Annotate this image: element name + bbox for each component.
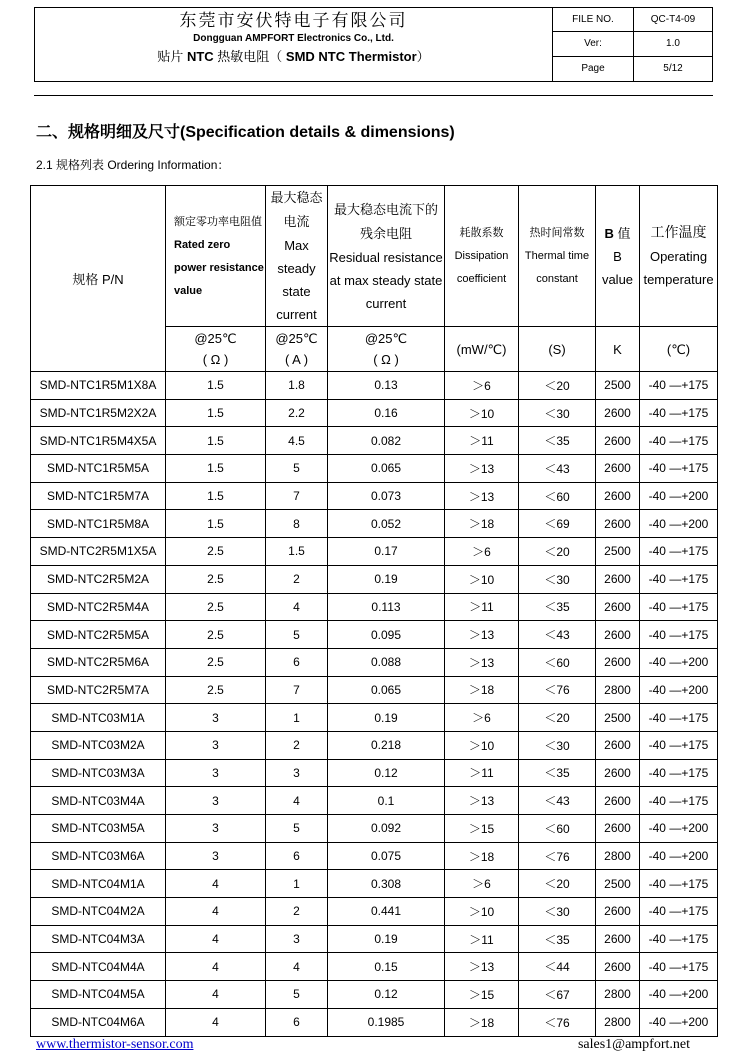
- cell-residual: 0.052: [328, 510, 445, 538]
- cell-pn: SMD-NTC1R5M5A: [31, 455, 166, 483]
- cell-pn: SMD-NTC2R5M4A: [31, 593, 166, 621]
- cell-b-value: 2500: [596, 870, 640, 898]
- table-row: [31, 427, 718, 455]
- cell-temp: -40 —+200: [640, 842, 718, 870]
- cell-thermal-time: ＜43: [519, 621, 596, 649]
- unit-current: @25℃ ( A ): [266, 327, 328, 372]
- cell-residual: 0.073: [328, 482, 445, 510]
- table-row: [31, 455, 718, 483]
- cell-thermal-time: ＜30: [519, 565, 596, 593]
- spec-table-body: [31, 372, 718, 1037]
- cell-thermal-time: ＜30: [519, 898, 596, 926]
- cell-dissipation: ＞11: [445, 427, 519, 455]
- cell-dissipation: ＞6: [445, 704, 519, 732]
- subtitle-pre: 贴片: [157, 49, 184, 64]
- cell-dissipation: ＞13: [445, 455, 519, 483]
- cell-temp: -40 —+200: [640, 676, 718, 704]
- cell-thermal-time: ＜76: [519, 1008, 596, 1036]
- cell-dissipation: ＞13: [445, 621, 519, 649]
- cell-b-value: 2600: [596, 482, 640, 510]
- cell-current: 8: [266, 510, 328, 538]
- cell-rated: 2.5: [166, 593, 266, 621]
- cell-current: 6: [266, 1008, 328, 1036]
- header-temp-cn: 工作温度: [650, 225, 707, 241]
- cell-thermal-time: ＜35: [519, 593, 596, 621]
- cell-residual: 0.092: [328, 815, 445, 843]
- cell-pn: SMD-NTC1R5M2X2A: [31, 399, 166, 427]
- table-row: [31, 953, 718, 981]
- cell-dissipation: ＞10: [445, 565, 519, 593]
- cell-rated: 2.5: [166, 676, 266, 704]
- cell-current: 3: [266, 925, 328, 953]
- cell-b-value: 2500: [596, 538, 640, 566]
- meta-value: 5/12: [663, 63, 683, 75]
- unit-thermal-time: (S): [519, 327, 596, 372]
- cell-current: 1: [266, 870, 328, 898]
- cell-b-value: 2600: [596, 565, 640, 593]
- unit-temp: (℃): [640, 327, 718, 372]
- cell-rated: 4: [166, 898, 266, 926]
- cell-temp: -40 —+175: [640, 898, 718, 926]
- cell-residual: 0.17: [328, 538, 445, 566]
- cell-thermal-time: ＜30: [519, 731, 596, 759]
- cell-b-value: 2600: [596, 593, 640, 621]
- cell-rated: 4: [166, 870, 266, 898]
- subtitle-end: ）: [416, 49, 430, 64]
- unit-b-value: K: [596, 327, 640, 372]
- cell-temp: -40 —+200: [640, 1008, 718, 1036]
- contact-email: sales1@ampfort.net: [577, 1037, 690, 1052]
- cell-rated: 2.5: [166, 565, 266, 593]
- header-b-en: B value: [601, 248, 634, 287]
- cell-residual: 0.065: [328, 676, 445, 704]
- cell-temp: -40 —+175: [640, 621, 718, 649]
- cell-pn: SMD-NTC2R5M1X5A: [31, 538, 166, 566]
- cell-pn: SMD-NTC2R5M6A: [31, 648, 166, 676]
- header-divider: [34, 95, 713, 96]
- cell-dissipation: ＞18: [445, 676, 519, 704]
- table-row: [31, 870, 718, 898]
- cell-b-value: 2800: [596, 1008, 640, 1036]
- cell-dissipation: ＞6: [445, 870, 519, 898]
- cell-residual: 0.308: [328, 870, 445, 898]
- cell-current: 5: [266, 455, 328, 483]
- table-row: [31, 621, 718, 649]
- unit-residual: @25℃ ( Ω ): [328, 327, 445, 372]
- cell-residual: 0.082: [328, 427, 445, 455]
- cell-pn: SMD-NTC2R5M2A: [31, 565, 166, 593]
- cell-dissipation: ＞11: [445, 925, 519, 953]
- header-diss-cn: 耗散系数: [459, 226, 504, 239]
- cell-dissipation: ＞13: [445, 648, 519, 676]
- cell-b-value: 2600: [596, 815, 640, 843]
- cell-b-value: 2800: [596, 981, 640, 1009]
- cell-rated: 4: [166, 925, 266, 953]
- unit-rated: @25℃ ( Ω ): [166, 327, 266, 372]
- header-rated-cn: 额定零功率电阻值: [174, 214, 262, 228]
- section-title: 二、规格明细及尺寸(Specification details & dimensions): [36, 124, 455, 141]
- cell-temp: -40 —+175: [640, 870, 718, 898]
- cell-current: 4: [266, 953, 328, 981]
- cell-pn: SMD-NTC03M1A: [31, 704, 166, 732]
- cell-rated: 1.5: [166, 455, 266, 483]
- cell-temp: -40 —+175: [640, 399, 718, 427]
- document-header: [34, 7, 713, 82]
- table-row: [31, 399, 718, 427]
- header-resid-cn: 最大稳态电流下的残余电阻: [333, 202, 438, 242]
- cell-dissipation: ＞11: [445, 593, 519, 621]
- spec-table: [30, 185, 718, 1037]
- cell-temp: -40 —+175: [640, 731, 718, 759]
- cell-pn: SMD-NTC04M6A: [31, 1008, 166, 1036]
- cell-b-value: 2800: [596, 842, 640, 870]
- cell-residual: 0.19: [328, 704, 445, 732]
- cell-temp: -40 —+175: [640, 455, 718, 483]
- header-b-prefix: B: [604, 225, 614, 241]
- cell-rated: 2.5: [166, 538, 266, 566]
- cell-rated: 3: [166, 787, 266, 815]
- sub-section-title: 2.1 规格列表 Ordering Information：: [36, 158, 230, 172]
- cell-pn: SMD-NTC04M5A: [31, 981, 166, 1009]
- cell-temp: -40 —+175: [640, 372, 718, 400]
- cell-rated: 3: [166, 815, 266, 843]
- cell-temp: -40 —+175: [640, 427, 718, 455]
- cell-thermal-time: ＜60: [519, 815, 596, 843]
- header-residual-resistance: [328, 186, 445, 327]
- table-row: [31, 1008, 718, 1036]
- company-name-cn: 东莞市安伏特电子有限公司: [179, 11, 408, 31]
- header-temp-en: Operating temperature: [643, 249, 714, 287]
- header-maxcur-cn: 最大稳态电流: [270, 191, 323, 230]
- cell-thermal-time: ＜35: [519, 925, 596, 953]
- table-row: [31, 538, 718, 566]
- cell-pn: SMD-NTC03M6A: [31, 842, 166, 870]
- cell-temp: -40 —+175: [640, 593, 718, 621]
- cell-residual: 0.1: [328, 787, 445, 815]
- subtitle-en: SMD NTC Thermistor: [285, 49, 417, 64]
- cell-residual: 0.441: [328, 898, 445, 926]
- cell-residual: 0.065: [328, 455, 445, 483]
- cell-current: 4: [266, 593, 328, 621]
- cell-dissipation: ＞6: [445, 538, 519, 566]
- cell-rated: 1.5: [166, 427, 266, 455]
- table-header-row: [31, 186, 718, 327]
- cell-rated: 4: [166, 1008, 266, 1036]
- cell-current: 5: [266, 981, 328, 1009]
- cell-dissipation: ＞6: [445, 372, 519, 400]
- table-row: [31, 759, 718, 787]
- cell-temp: -40 —+175: [640, 925, 718, 953]
- cell-thermal-time: ＜35: [519, 427, 596, 455]
- cell-rated: 1.5: [166, 372, 266, 400]
- cell-temp: -40 —+175: [640, 787, 718, 815]
- cell-pn: SMD-NTC03M2A: [31, 731, 166, 759]
- cell-rated: 3: [166, 842, 266, 870]
- cell-current: 2.2: [266, 399, 328, 427]
- cell-residual: 0.19: [328, 925, 445, 953]
- cell-thermal-time: ＜60: [519, 648, 596, 676]
- table-row: [31, 676, 718, 704]
- cell-temp: -40 —+175: [640, 704, 718, 732]
- header-b-cn: 值: [617, 225, 631, 241]
- cell-dissipation: ＞13: [445, 787, 519, 815]
- cell-temp: -40 —+200: [640, 981, 718, 1009]
- cell-pn: SMD-NTC04M3A: [31, 925, 166, 953]
- cell-current: 2: [266, 565, 328, 593]
- cell-residual: 0.16: [328, 399, 445, 427]
- cell-rated: 3: [166, 731, 266, 759]
- cell-current: 2: [266, 731, 328, 759]
- meta-row-page: [553, 57, 712, 81]
- company-block: [35, 8, 552, 81]
- cell-thermal-time: ＜76: [519, 842, 596, 870]
- cell-temp: -40 —+200: [640, 510, 718, 538]
- document-subtitle: [35, 47, 552, 67]
- cell-temp: -40 —+200: [640, 815, 718, 843]
- cell-current: 6: [266, 842, 328, 870]
- cell-dissipation: ＞13: [445, 953, 519, 981]
- cell-dissipation: ＞13: [445, 482, 519, 510]
- cell-rated: 2.5: [166, 648, 266, 676]
- table-row: [31, 842, 718, 870]
- cell-b-value: 2800: [596, 676, 640, 704]
- table-row: [31, 482, 718, 510]
- cell-b-value: 2600: [596, 621, 640, 649]
- cell-b-value: 2600: [596, 427, 640, 455]
- meta-key: Ver:: [553, 32, 634, 55]
- header-tc-en: Thermal time constant: [524, 250, 590, 285]
- cell-thermal-time: ＜20: [519, 372, 596, 400]
- cell-thermal-time: ＜67: [519, 981, 596, 1009]
- cell-rated: 2.5: [166, 621, 266, 649]
- meta-key: FILE NO.: [553, 8, 634, 31]
- cell-pn: SMD-NTC2R5M5A: [31, 621, 166, 649]
- cell-temp: -40 —+175: [640, 565, 718, 593]
- cell-temp: -40 —+175: [640, 759, 718, 787]
- cell-b-value: 2600: [596, 759, 640, 787]
- cell-temp: -40 —+200: [640, 482, 718, 510]
- meta-value: QC-T4-09: [650, 14, 696, 26]
- cell-rated: 1.5: [166, 510, 266, 538]
- cell-thermal-time: ＜30: [519, 399, 596, 427]
- table-row: [31, 565, 718, 593]
- cell-rated: 3: [166, 704, 266, 732]
- cell-thermal-time: ＜20: [519, 538, 596, 566]
- cell-thermal-time: ＜76: [519, 676, 596, 704]
- cell-b-value: 2600: [596, 510, 640, 538]
- cell-residual: 0.13: [328, 372, 445, 400]
- cell-dissipation: ＞10: [445, 898, 519, 926]
- cell-thermal-time: ＜69: [519, 510, 596, 538]
- cell-current: 6: [266, 648, 328, 676]
- cell-b-value: 2600: [596, 953, 640, 981]
- cell-residual: 0.095: [328, 621, 445, 649]
- cell-current: 7: [266, 676, 328, 704]
- cell-current: 5: [266, 621, 328, 649]
- cell-current: 1: [266, 704, 328, 732]
- cell-pn: SMD-NTC1R5M1X8A: [31, 372, 166, 400]
- cell-current: 1.5: [266, 538, 328, 566]
- cell-pn: SMD-NTC04M1A: [31, 870, 166, 898]
- cell-residual: 0.15: [328, 953, 445, 981]
- cell-b-value: 2500: [596, 372, 640, 400]
- cell-residual: 0.1985: [328, 1008, 445, 1036]
- table-row: [31, 815, 718, 843]
- cell-current: 7: [266, 482, 328, 510]
- cell-current: 4: [266, 787, 328, 815]
- cell-dissipation: ＞18: [445, 510, 519, 538]
- cell-b-value: 2500: [596, 704, 640, 732]
- cell-residual: 0.075: [328, 842, 445, 870]
- cell-pn: SMD-NTC03M5A: [31, 815, 166, 843]
- header-dissipation: [445, 186, 519, 327]
- unit-dissipation: (mW/℃): [445, 327, 519, 372]
- cell-temp: -40 —+175: [640, 953, 718, 981]
- cell-thermal-time: ＜60: [519, 482, 596, 510]
- cell-thermal-time: ＜43: [519, 455, 596, 483]
- website-link[interactable]: www.thermistor-sensor.com: [36, 1037, 194, 1052]
- cell-rated: 1.5: [166, 399, 266, 427]
- cell-b-value: 2600: [596, 648, 640, 676]
- table-row: [31, 981, 718, 1009]
- cell-dissipation: ＞18: [445, 842, 519, 870]
- header-b-value: [596, 186, 640, 327]
- table-row: [31, 704, 718, 732]
- header-rated-en: Rated zero power resistance value: [174, 238, 264, 297]
- cell-pn: SMD-NTC1R5M7A: [31, 482, 166, 510]
- meta-value: 1.0: [666, 38, 680, 50]
- table-row: [31, 648, 718, 676]
- cell-b-value: 2600: [596, 731, 640, 759]
- cell-residual: 0.19: [328, 565, 445, 593]
- header-diss-en: Dissipation coefficient: [454, 250, 509, 285]
- cell-b-value: 2600: [596, 399, 640, 427]
- table-row: [31, 925, 718, 953]
- header-operating-temp: [640, 186, 718, 327]
- table-row: [31, 510, 718, 538]
- header-rated-resistance: [166, 186, 266, 327]
- cell-current: 2: [266, 898, 328, 926]
- meta-key: Page: [553, 57, 634, 81]
- meta-row-file-no: [553, 8, 712, 32]
- header-thermal-time: [519, 186, 596, 327]
- cell-pn: SMD-NTC03M3A: [31, 759, 166, 787]
- cell-rated: 4: [166, 981, 266, 1009]
- header-resid-en: Residual resistance at max steady state current: [329, 249, 443, 311]
- cell-pn: SMD-NTC2R5M7A: [31, 676, 166, 704]
- cell-current: 3: [266, 759, 328, 787]
- cell-dissipation: ＞11: [445, 759, 519, 787]
- cell-residual: 0.088: [328, 648, 445, 676]
- header-pn: 规格 P/N: [31, 186, 166, 372]
- cell-thermal-time: ＜44: [519, 953, 596, 981]
- cell-thermal-time: ＜20: [519, 704, 596, 732]
- cell-dissipation: ＞18: [445, 1008, 519, 1036]
- cell-dissipation: ＞15: [445, 981, 519, 1009]
- header-max-current: [266, 186, 328, 327]
- cell-pn: SMD-NTC1R5M8A: [31, 510, 166, 538]
- cell-rated: 4: [166, 953, 266, 981]
- cell-residual: 0.12: [328, 981, 445, 1009]
- file-meta-table: [552, 8, 712, 81]
- table-row: [31, 731, 718, 759]
- company-name-en: Dongguan AMPFORT Electronics Co., Ltd.: [193, 33, 394, 44]
- cell-thermal-time: ＜35: [519, 759, 596, 787]
- table-row: [31, 787, 718, 815]
- cell-current: 4.5: [266, 427, 328, 455]
- cell-rated: 3: [166, 759, 266, 787]
- cell-thermal-time: ＜43: [519, 787, 596, 815]
- header-maxcur-en: Max steady state current: [276, 238, 317, 322]
- cell-pn: SMD-NTC03M4A: [31, 787, 166, 815]
- cell-pn: SMD-NTC04M4A: [31, 953, 166, 981]
- meta-row-version: [553, 32, 712, 56]
- cell-thermal-time: ＜20: [519, 870, 596, 898]
- cell-residual: 0.12: [328, 759, 445, 787]
- table-row: [31, 898, 718, 926]
- subtitle-mid: 热敏电阻（: [213, 49, 286, 64]
- cell-b-value: 2600: [596, 925, 640, 953]
- cell-rated: 1.5: [166, 482, 266, 510]
- cell-b-value: 2600: [596, 787, 640, 815]
- cell-dissipation: ＞10: [445, 731, 519, 759]
- cell-b-value: 2600: [596, 455, 640, 483]
- cell-dissipation: ＞10: [445, 399, 519, 427]
- table-row: [31, 372, 718, 400]
- cell-b-value: 2600: [596, 898, 640, 926]
- table-row: [31, 593, 718, 621]
- cell-current: 5: [266, 815, 328, 843]
- cell-residual: 0.218: [328, 731, 445, 759]
- header-tc-cn: 热时间常数: [529, 226, 585, 239]
- subtitle-ntc: NTC: [186, 49, 214, 64]
- cell-dissipation: ＞15: [445, 815, 519, 843]
- cell-temp: -40 —+200: [640, 648, 718, 676]
- cell-temp: -40 —+175: [640, 538, 718, 566]
- cell-pn: SMD-NTC1R5M4X5A: [31, 427, 166, 455]
- cell-current: 1.8: [266, 372, 328, 400]
- cell-residual: 0.113: [328, 593, 445, 621]
- cell-pn: SMD-NTC04M2A: [31, 898, 166, 926]
